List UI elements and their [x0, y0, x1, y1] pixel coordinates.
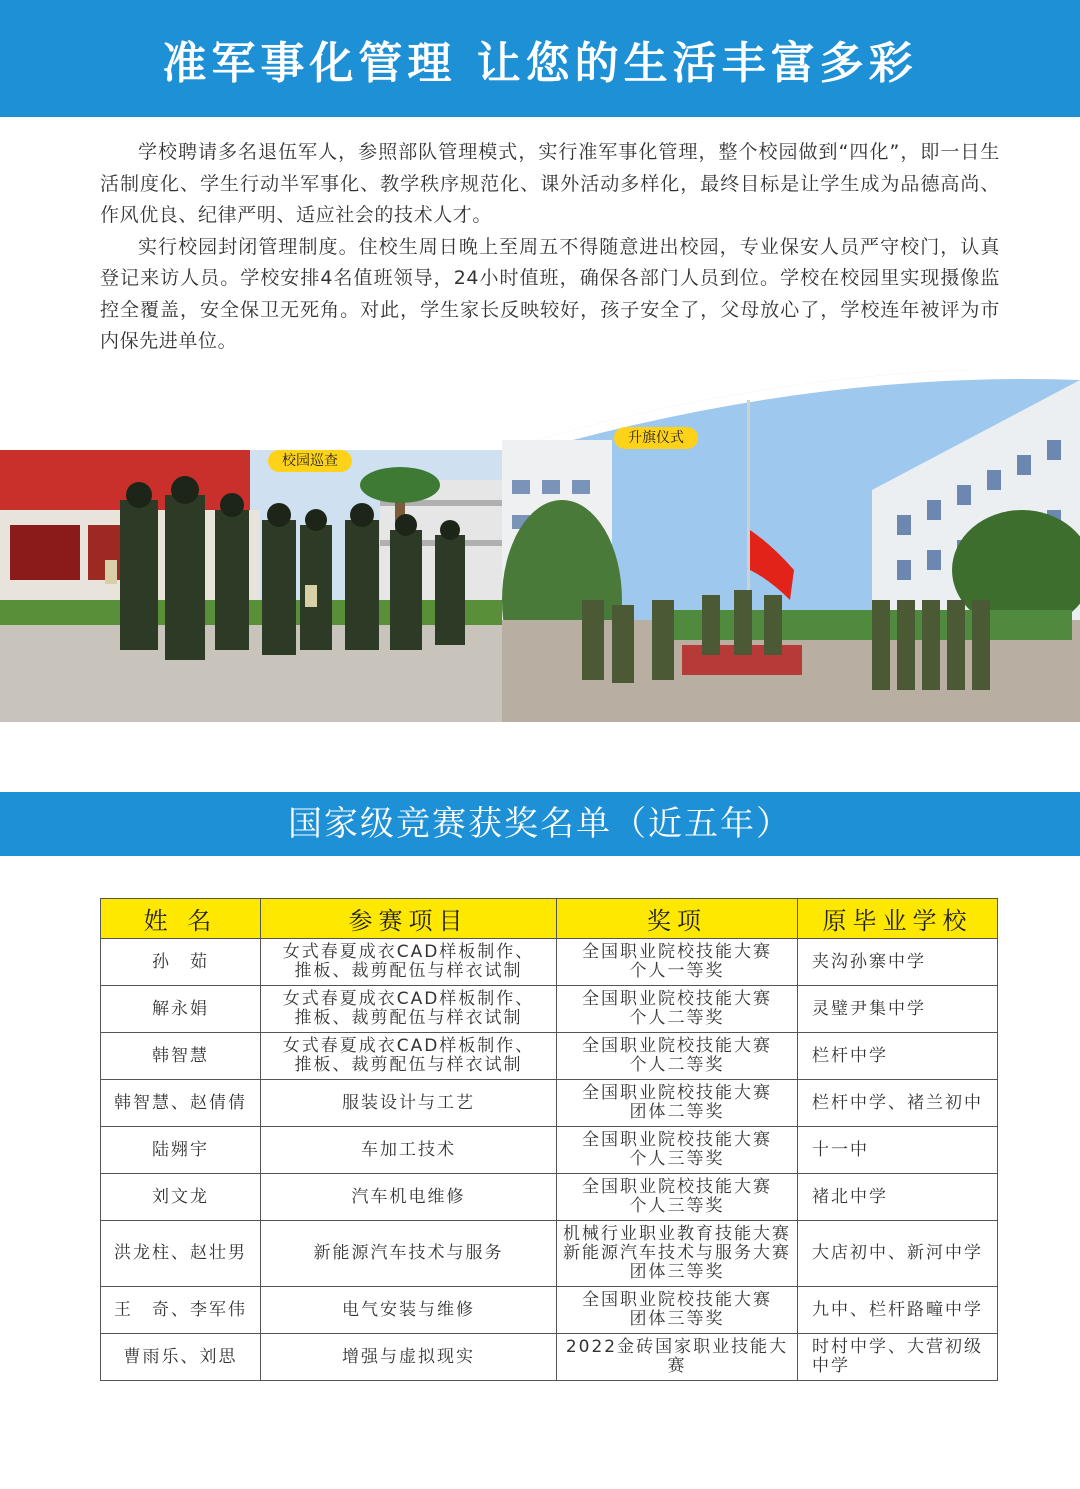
table-row — [101, 1033, 998, 1080]
cell-name: 孙 茹 — [101, 939, 261, 986]
cell-name: 韩智慧、赵倩倩 — [101, 1080, 261, 1127]
header-award: 奖项 — [557, 899, 798, 939]
table-header-row — [101, 899, 998, 939]
intro-text — [100, 137, 1000, 358]
cell-name: 洪龙柱、赵壮男 — [101, 1221, 261, 1287]
flag-ceremony-image — [502, 370, 1080, 722]
cell-award: 全国职业院校技能大赛 个人二等奖 — [557, 986, 798, 1033]
page-title: 准军事化管理 让您的生活丰富多彩 — [162, 38, 918, 89]
cell-award: 机械行业职业教育技能大赛 新能源汽车技术与服务大赛 团体三等奖 — [557, 1221, 798, 1287]
intro-paragraph: 学校聘请多名退伍军人，参照部队管理模式，实行准军事化管理，整个校园做到“四化”，即一日生活制度化、学生行动半军事化、教学秩序规范化、课外活动多样化，最终目标是让学生成为品德高尚、作风优良、纪律严明、适应社会的技术人才。 — [100, 141, 1000, 226]
cell-event: 汽车机电维修 — [261, 1174, 557, 1221]
cell-event: 新能源汽车技术与服务 — [261, 1221, 557, 1287]
table-row — [101, 986, 998, 1033]
cell-name: 刘文龙 — [101, 1174, 261, 1221]
cell-award: 全国职业院校技能大赛 个人三等奖 — [557, 1174, 798, 1221]
cell-school: 栏杆中学 — [798, 1033, 998, 1080]
cell-name: 曹雨乐、刘思 — [101, 1334, 261, 1381]
cell-name: 韩智慧 — [101, 1033, 261, 1080]
campus-patrol-photo — [0, 450, 502, 722]
cell-award: 全国职业院校技能大赛 个人二等奖 — [557, 1033, 798, 1080]
cell-school: 夹沟孙寨中学 — [798, 939, 998, 986]
header-school: 原毕业学校 — [798, 899, 998, 939]
table-row — [101, 1174, 998, 1221]
section-banner — [0, 792, 1080, 856]
top-banner — [0, 0, 1080, 117]
table-row — [101, 1334, 998, 1381]
cell-name: 解永娟 — [101, 986, 261, 1033]
header-event: 参赛项目 — [261, 899, 557, 939]
table-row — [101, 1287, 998, 1334]
cell-award: 全国职业院校技能大赛 团体二等奖 — [557, 1080, 798, 1127]
cell-award: 全国职业院校技能大赛 个人三等奖 — [557, 1127, 798, 1174]
section-title: 国家级竞赛获奖名单（近五年） — [288, 804, 792, 844]
photo-caption-flag: 升旗仪式 — [614, 427, 698, 449]
cell-event: 女式春夏成衣CAD样板制作、 推板、裁剪配伍与样衣试制 — [261, 1033, 557, 1080]
cell-event: 车加工技术 — [261, 1127, 557, 1174]
cell-school: 大店初中、新河中学 — [798, 1221, 998, 1287]
cell-name: 王 奇、李军伟 — [101, 1287, 261, 1334]
cell-event: 女式春夏成衣CAD样板制作、 推板、裁剪配伍与样衣试制 — [261, 986, 557, 1033]
photo-caption-patrol: 校园巡查 — [268, 450, 352, 472]
awards-table — [100, 898, 998, 1381]
cell-school: 时村中学、大营初级中学 — [798, 1334, 998, 1381]
table-row — [101, 1127, 998, 1174]
cell-award: 2022金砖国家职业技能大赛 — [557, 1334, 798, 1381]
table-row — [101, 1080, 998, 1127]
intro-paragraph: 实行校园封闭管理制度。住校生周日晚上至周五不得随意进出校园，专业保安人员严守校门，认真登记来访人员。学校安排4名值班领导，24小时值班，确保各部门人员到位。学校在校园里实现摄像监控全覆盖，安全保卫无死角。对此，学生家长反映较好，孩子安全了，父母放心了，学校连年被评为市内保先进单位。 — [100, 235, 1000, 352]
cell-event: 电气安装与维修 — [261, 1287, 557, 1334]
cell-school: 褚北中学 — [798, 1174, 998, 1221]
table-row — [101, 939, 998, 986]
flag-ceremony-photo — [502, 370, 1080, 722]
header-name: 姓 名 — [101, 899, 261, 939]
campus-patrol-image — [0, 450, 502, 722]
cell-event: 增强与虚拟现实 — [261, 1334, 557, 1381]
cell-event: 女式春夏成衣CAD样板制作、 推板、裁剪配伍与样衣试制 — [261, 939, 557, 986]
cell-award: 全国职业院校技能大赛 个人一等奖 — [557, 939, 798, 986]
cell-name: 陆翙宇 — [101, 1127, 261, 1174]
cell-event: 服装设计与工艺 — [261, 1080, 557, 1127]
cell-school: 九中、栏杆路疃中学 — [798, 1287, 998, 1334]
cell-school: 灵璧尹集中学 — [798, 986, 998, 1033]
photo-strip — [0, 370, 1080, 722]
cell-school: 十一中 — [798, 1127, 998, 1174]
cell-award: 全国职业院校技能大赛 团体三等奖 — [557, 1287, 798, 1334]
table-row — [101, 1221, 998, 1287]
cell-school: 栏杆中学、褚兰初中 — [798, 1080, 998, 1127]
